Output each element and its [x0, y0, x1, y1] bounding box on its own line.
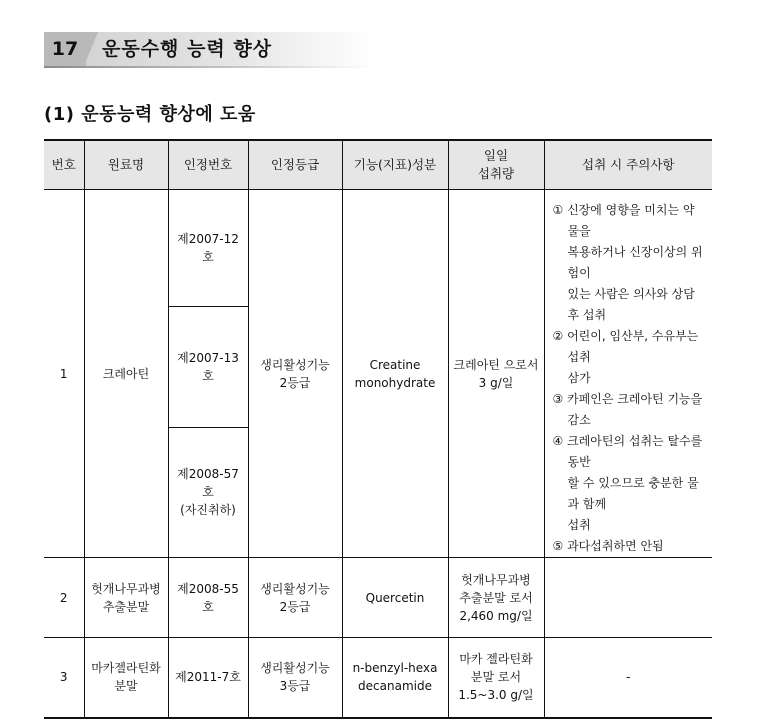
chapter-header-slant — [84, 32, 98, 66]
row1-grade: 생리활성기능 2등급 — [248, 190, 342, 558]
row2-approval: 제2008-55호 — [168, 558, 248, 638]
caution-item-5: ⑤ 과다섭취하면 안됨 — [552, 539, 664, 553]
col-header-component: 기능(지표)성분 — [342, 140, 448, 190]
row1-approval-1: 제2007-12호 — [168, 190, 248, 307]
chapter-header-underline — [44, 66, 374, 68]
table-row — [44, 638, 712, 718]
caution-item-1: ① 신장에 영향을 미치는 약물을 복용하거나 신장이상의 위험이 있는 사람은 의사와 상담 후 섭취 — [552, 203, 703, 322]
row3-approval: 제2011-7호 — [168, 638, 248, 718]
col-header-intake: 일일 섭취량 — [448, 140, 544, 190]
row2-grade: 생리활성기능 2등급 — [248, 558, 342, 638]
row1-name: 크레아틴 — [84, 190, 168, 558]
row1-approval-3: 제2008-57호 (자진취하) — [168, 427, 248, 557]
col-header-approval: 인정번호 — [168, 140, 248, 190]
row3-component: n-benzyl-hexa decanamide — [342, 638, 448, 718]
row2-intake: 헛개나무과병 추출분말 로서 2,460 mg/일 — [448, 558, 544, 638]
row1-intake: 크레아틴 으로서 3 g/일 — [448, 190, 544, 558]
row3-intake: 마카 젤라틴화 분말 로서 1.5~3.0 g/일 — [448, 638, 544, 718]
row2-name: 헛개나무과병 추출분말 — [84, 558, 168, 638]
table-row — [44, 190, 712, 307]
row2-component: Quercetin — [342, 558, 448, 638]
caution-item-3: ③ 카페인은 크레아틴 기능을 감소 — [552, 392, 703, 427]
caution-item-4: ④ 크레아틴의 섭취는 탈수를 동반 할 수 있으므로 충분한 물과 함께 섭취 — [552, 434, 703, 532]
col-header-caution: 섭취 시 주의사항 — [544, 140, 712, 190]
row3-grade: 생리활성기능 3등급 — [248, 638, 342, 718]
row1-approval-2: 제2007-13호 — [168, 307, 248, 427]
table-header-row — [44, 140, 712, 190]
row2-cautions — [544, 558, 712, 638]
col-header-grade: 인정등급 — [248, 140, 342, 190]
table-row — [44, 558, 712, 638]
chapter-title: 운동수행 능력 향상 — [102, 38, 273, 60]
chapter-number: 17 — [44, 32, 86, 66]
row1-cautions — [544, 190, 712, 558]
caution-item-2: ② 어린이, 임산부, 수유부는 섭취 삼가 — [552, 329, 699, 385]
row3-name: 마카젤라틴화 분말 — [84, 638, 168, 718]
col-header-name: 원료명 — [84, 140, 168, 190]
row3-number: 3 — [44, 638, 84, 718]
ingredient-table — [44, 139, 712, 719]
row3-cautions: - — [544, 638, 712, 718]
col-header-number: 번호 — [44, 140, 84, 190]
row2-number: 2 — [44, 558, 84, 638]
row1-number: 1 — [44, 190, 84, 558]
section-title: (1) 운동능력 향상에 도움 — [44, 104, 256, 125]
row1-component: Creatine monohydrate — [342, 190, 448, 558]
